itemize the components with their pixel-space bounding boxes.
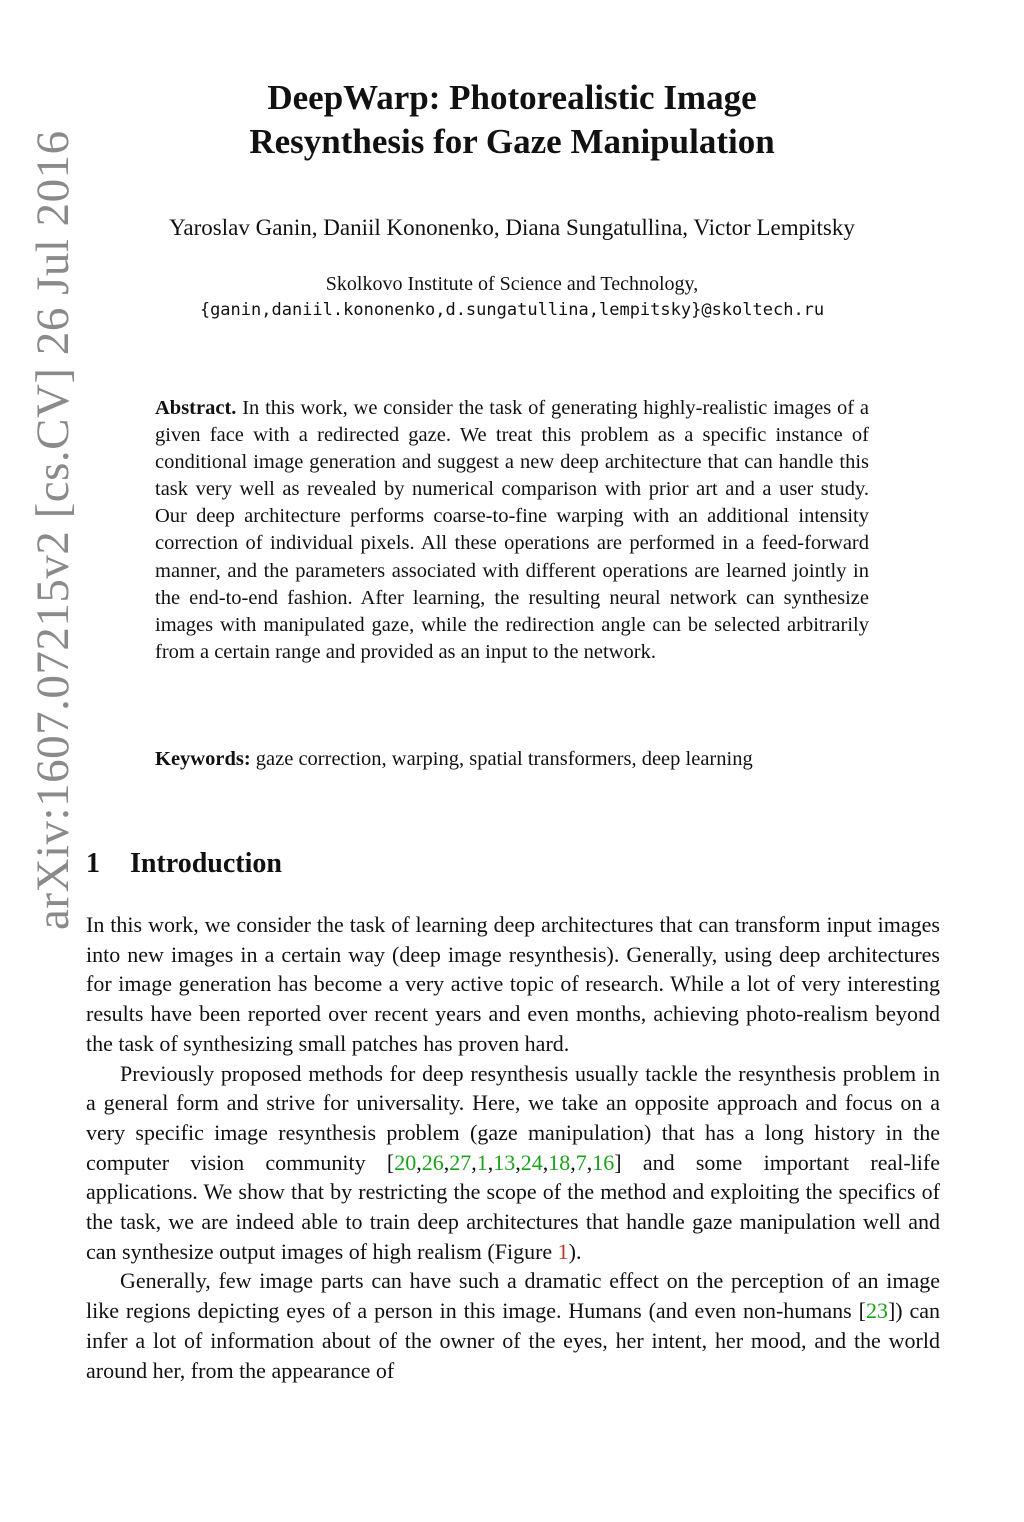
section-body bbox=[86, 910, 940, 1385]
keywords bbox=[155, 746, 869, 773]
title-line-2: Resynthesis for Gaze Manipulation bbox=[249, 122, 775, 161]
section-heading bbox=[86, 848, 282, 880]
paragraph-2-text-a: Previously proposed methods for deep resynthesis usually tackle the resynthesis problem in a general form and strive for universality. Here, we take an opposite approach and focus on a very specific image resynthesis problem (gaze manipulation) that has a long history in the computer vision community [ bbox=[86, 1060, 940, 1175]
section-number: 1 bbox=[86, 848, 100, 879]
author-emails: {ganin,daniil.kononenko,d.sungatullina,lempitsky}@skoltech.ru bbox=[199, 300, 825, 320]
citation-link[interactable]: 20 bbox=[394, 1149, 417, 1175]
section-title: Introduction bbox=[130, 848, 282, 879]
affiliation bbox=[100, 271, 924, 323]
institution: Skolkovo Institute of Science and Technology, bbox=[325, 273, 699, 295]
citation-link[interactable]: 18 bbox=[548, 1149, 571, 1175]
paper-title bbox=[100, 76, 924, 164]
abstract-text: In this work, we consider the task of generating highly-realistic images of a given face with a redirected gaze. We treat this problem as a specific instance of conditional image generation and suggest a new deep architecture that can handle this task very well as revealed by numerical comparison with prior art and a user study. Our deep architecture performs coarse-to-fine warping with an additional intensity correction of individual pixels. All these operations are performed in a feed-forward manner, and the parameters associated with different operations are learned jointly in the end-to-end fashion. After learning, the resulting neural network can synthesize images with manipulated gaze, while the redirection angle can be selected arbitrarily from a certain range and provided as an input to the network. bbox=[155, 397, 869, 663]
author-list: Yaroslav Ganin, Daniil Kononenko, Diana Sungatullina, Victor Lempitsky bbox=[169, 215, 855, 240]
paragraph-3 bbox=[86, 1266, 940, 1385]
keywords-text: gaze correction, warping, spatial transformers, deep learning bbox=[255, 748, 753, 770]
title-line-1: DeepWarp: Photorealistic Image bbox=[267, 78, 757, 117]
paragraph-2: Previously proposed methods for deep resynthesis usually tackle the resynthesis problem in a general form and strive for universality. Here, we take an opposite approach and focus on a very specific image resynthesis problem (gaze manipulation) that has a long history in the computer vision community [20,26,27,1,13,24,18,7,16] and some important real-life applications. We show that by restricting the scope of the method and exploiting the specifics of the task, we are indeed able to train deep architectures that handle gaze manipulation well and can synthesize output images of high realism (Figure 1). bbox=[86, 1060, 941, 1264]
paragraph-2-text-b: ] and some important real-life applications. We show that by restricting the scope of the method and exploiting the specifics of the task, we are indeed able to train deep architectures that handle gaze manipulation well and can synthesize output images of high realism (Figure bbox=[86, 1149, 941, 1264]
paragraph-3-text-b: ]) can infer a lot of information about of the owner of the eyes, her intent, her mood, and the world around her, from the appearance of bbox=[86, 1298, 940, 1383]
figure-ref-link[interactable]: 1 bbox=[557, 1238, 569, 1264]
citation-link[interactable]: 24 bbox=[520, 1149, 543, 1175]
citation-link[interactable]: 26 bbox=[421, 1149, 444, 1175]
paragraph-1: In this work, we consider the task of learning deep architectures that can transform input images into new images in a certain way (deep image resynthesis). Generally, using deep architectures for image generation has become a very active topic of research. While a lot of very interesting results have been reported over recent years and even months, achieving photo-realism beyond the task of synthesizing small patches has proven hard. bbox=[86, 912, 940, 1056]
citation-link[interactable]: 1 bbox=[476, 1149, 488, 1175]
abstract bbox=[155, 395, 869, 666]
citation-link[interactable]: 16 bbox=[592, 1149, 615, 1175]
arxiv-stamp: arXiv:1607.07215v2 [cs.CV] 26 Jul 2016 bbox=[27, 130, 79, 930]
citation-link[interactable]: 27 bbox=[449, 1149, 472, 1175]
paragraph-2-text-c: ). bbox=[568, 1238, 582, 1264]
paragraph-3-text-a: Generally, few image parts can have such a dramatic effect on the perception of an image like regions depicting eyes of a person in this image. Humans (and even non-humans [ bbox=[86, 1268, 940, 1324]
abstract-label: Abstract. bbox=[155, 397, 237, 419]
citation-link[interactable]: 7 bbox=[575, 1149, 587, 1175]
keywords-label: Keywords: bbox=[155, 748, 251, 770]
citation-link[interactable]: 23 bbox=[865, 1298, 888, 1324]
citation-link[interactable]: 13 bbox=[493, 1149, 516, 1175]
